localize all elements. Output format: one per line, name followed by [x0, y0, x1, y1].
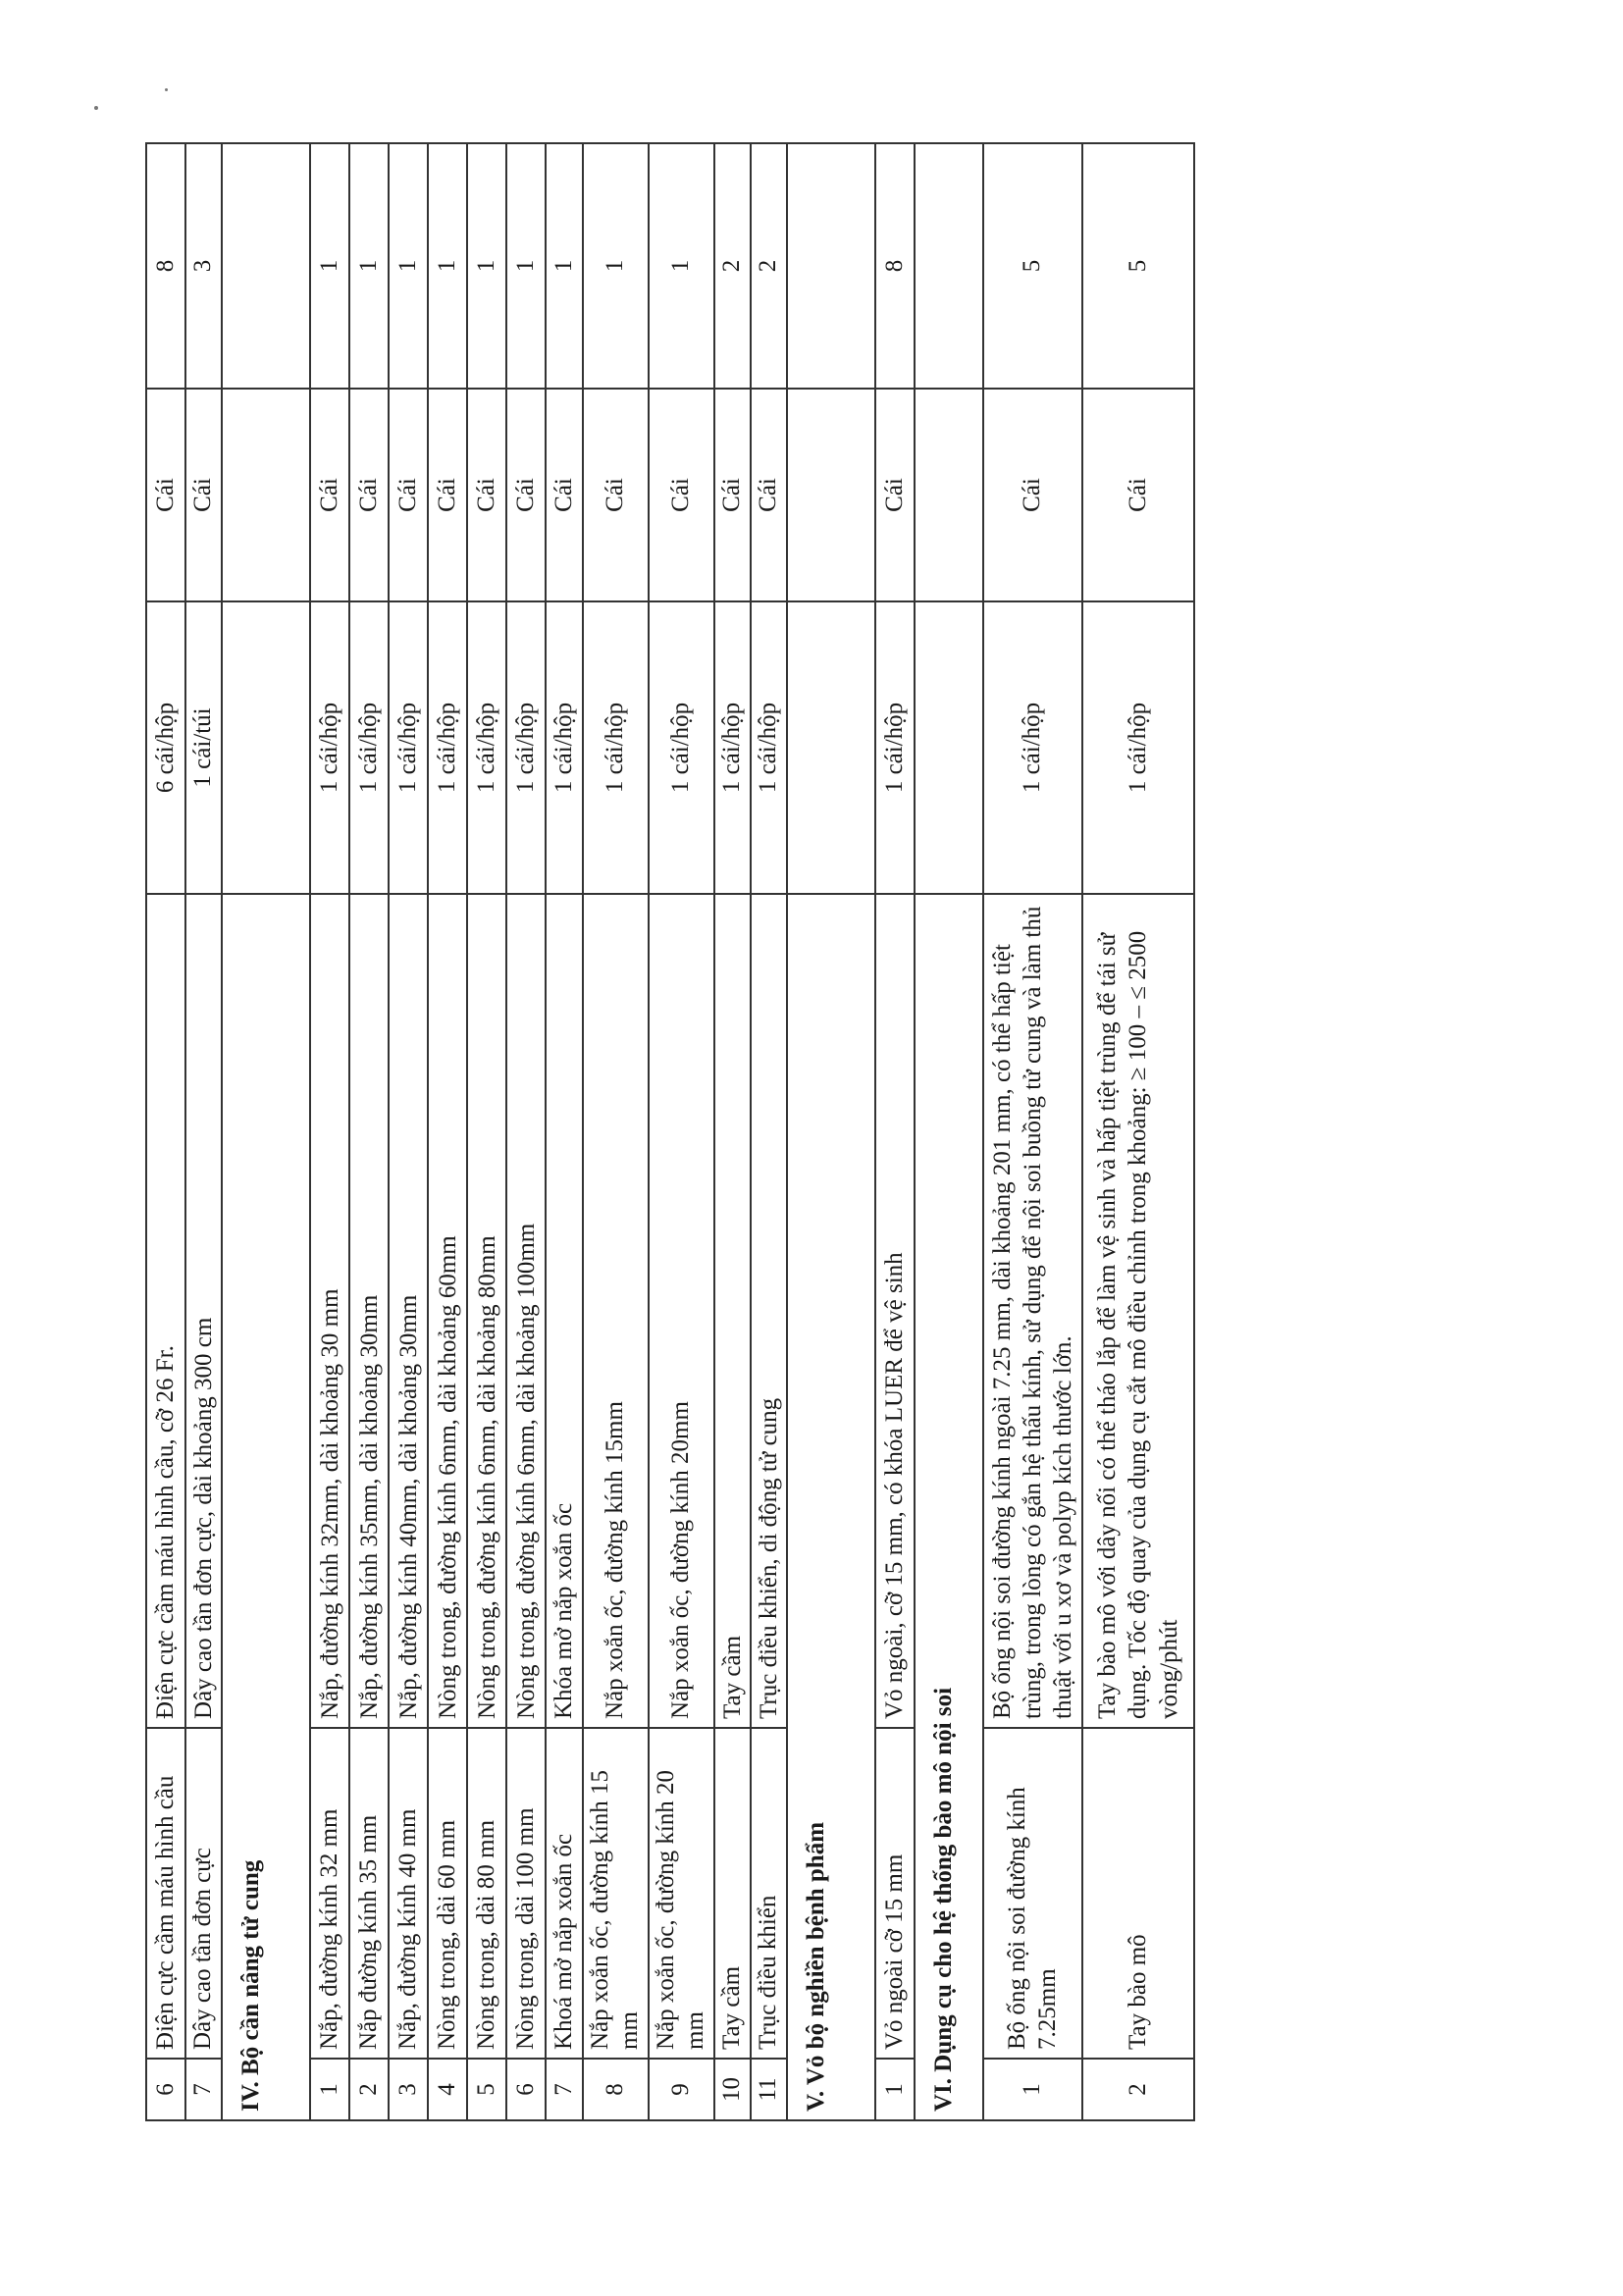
- item-name: Điện cực cầm máu hình cầu: [146, 1728, 185, 2059]
- unit: Cái: [1082, 389, 1194, 601]
- item-name: Nòng trong, dài 80 mm: [467, 1728, 506, 2059]
- quantity: 1: [310, 143, 349, 389]
- unit: Cái: [714, 389, 751, 601]
- packaging: 1 cái/hộp: [751, 601, 787, 894]
- unit: Cái: [583, 389, 649, 601]
- table-row: [649, 143, 714, 2120]
- item-name: Nắp, đường kính 32 mm: [310, 1728, 349, 2059]
- item-description: Dây cao tần đơn cực, dài khoảng 300 cm: [185, 894, 222, 1728]
- quantity: 8: [875, 143, 915, 389]
- item-name: Nắp, đường kính 40 mm: [389, 1728, 428, 2059]
- row-number: 6: [506, 2059, 546, 2120]
- quantity: 1: [546, 143, 582, 389]
- packaging: 1 cái/túi: [185, 601, 222, 894]
- unit: Cái: [349, 389, 389, 601]
- packaging: 1 cái/hộp: [428, 601, 467, 894]
- unit: Cái: [146, 389, 185, 601]
- packaging: 1 cái/hộp: [583, 601, 649, 894]
- unit: Cái: [751, 389, 787, 601]
- item-name: Nắp xoắn ốc, đường kính 20 mm: [649, 1728, 714, 2059]
- packaging: 6 cái/hộp: [146, 601, 185, 894]
- section-blank-cell: [222, 143, 310, 389]
- row-number: 2: [349, 2059, 389, 2120]
- table-row: [583, 143, 649, 2120]
- quantity: 1: [349, 143, 389, 389]
- row-number: 2: [1082, 2059, 1194, 2120]
- table-row: [751, 143, 787, 2120]
- row-number: 6: [146, 2059, 185, 2120]
- item-name: Khoá mở nắp xoắn ốc: [546, 1728, 582, 2059]
- item-description: Trục điều khiển, di động tử cung: [751, 894, 787, 1728]
- quantity: 2: [714, 143, 751, 389]
- unit: Cái: [983, 389, 1082, 601]
- section-header-row: [915, 143, 983, 2120]
- packaging: 1 cái/hộp: [506, 601, 546, 894]
- item-description: Nắp xoắn ốc, đường kính 20mm: [649, 894, 714, 1728]
- item-description: Nắp, đường kính 40mm, dài khoảng 30mm: [389, 894, 428, 1728]
- table-row: [506, 143, 546, 2120]
- row-number: 9: [649, 2059, 714, 2120]
- item-name: Tay bào mô: [1082, 1728, 1194, 2059]
- unit: Cái: [389, 389, 428, 601]
- item-description: Nắp, đường kính 32mm, dài khoảng 30 mm: [310, 894, 349, 1728]
- item-description: Nắp xoắn ốc, đường kính 15mm: [583, 894, 649, 1728]
- item-description: Nòng trong, đường kính 6mm, dài khoảng 80mm: [467, 894, 506, 1728]
- row-number: 1: [310, 2059, 349, 2120]
- row-number: 1: [875, 2059, 915, 2120]
- table-row: [875, 143, 915, 2120]
- item-name: Dây cao tần đơn cực: [185, 1728, 222, 2059]
- item-description: Nắp, đường kính 35mm, dài khoảng 30mm: [349, 894, 389, 1728]
- quantity: 8: [146, 143, 185, 389]
- row-number: 7: [546, 2059, 582, 2120]
- item-name: Nòng trong, dài 100 mm: [506, 1728, 546, 2059]
- section-blank-cell: [787, 389, 875, 601]
- row-number: 4: [428, 2059, 467, 2120]
- quantity: 1: [467, 143, 506, 389]
- section-blank-cell: [787, 143, 875, 389]
- item-name: Nắp xoắn ốc, đường kính 15 mm: [583, 1728, 649, 2059]
- row-number: 11: [751, 2059, 787, 2120]
- unit: Cái: [506, 389, 546, 601]
- section-blank-cell: [787, 601, 875, 894]
- table-row: [310, 143, 349, 2120]
- unit: Cái: [875, 389, 915, 601]
- quantity: 5: [1082, 143, 1194, 389]
- quantity: 5: [983, 143, 1082, 389]
- table-body: [146, 143, 1194, 2120]
- table-row: [146, 143, 185, 2120]
- table-row: [349, 143, 389, 2120]
- row-number: 3: [389, 2059, 428, 2120]
- packaging: 1 cái/hộp: [875, 601, 915, 894]
- unit: Cái: [310, 389, 349, 601]
- unit: Cái: [467, 389, 506, 601]
- section-blank-cell: [915, 601, 983, 894]
- row-number: 5: [467, 2059, 506, 2120]
- section-title: VI. Dụng cụ cho hệ thống bào mô nội soi: [915, 894, 983, 2120]
- table-row: [1082, 143, 1194, 2120]
- item-name: Nòng trong, dài 60 mm: [428, 1728, 467, 2059]
- unit: Cái: [428, 389, 467, 601]
- row-number: 7: [185, 2059, 222, 2120]
- quantity: 1: [389, 143, 428, 389]
- unit: Cái: [185, 389, 222, 601]
- row-number: 10: [714, 2059, 751, 2120]
- packaging: 1 cái/hộp: [714, 601, 751, 894]
- item-description: Khóa mở nắp xoắn ốc: [546, 894, 582, 1728]
- item-description: Nòng trong, đường kính 6mm, dài khoảng 60mm: [428, 894, 467, 1728]
- section-blank-cell: [915, 143, 983, 389]
- item-name: Nắp đường kính 35 mm: [349, 1728, 389, 2059]
- section-title: IV. Bộ cần nâng tử cung: [222, 894, 310, 2120]
- packaging: 1 cái/hộp: [467, 601, 506, 894]
- packaging: 1 cái/hộp: [1082, 601, 1194, 894]
- section-title: V. Vỏ bộ nghiền bệnh phẩm: [787, 894, 875, 2120]
- row-number: 8: [583, 2059, 649, 2120]
- item-description: Tay cầm: [714, 894, 751, 1728]
- equipment-table: [145, 142, 1195, 2121]
- packaging: 1 cái/hộp: [983, 601, 1082, 894]
- table-row: [185, 143, 222, 2120]
- packaging: 1 cái/hộp: [649, 601, 714, 894]
- table-row: [714, 143, 751, 2120]
- unit: Cái: [546, 389, 582, 601]
- item-name: Vỏ ngoài cỡ 15 mm: [875, 1728, 915, 2059]
- quantity: 1: [428, 143, 467, 389]
- packaging: 1 cái/hộp: [310, 601, 349, 894]
- section-header-row: [222, 143, 310, 2120]
- row-number: 1: [983, 2059, 1082, 2120]
- table-row: [467, 143, 506, 2120]
- quantity: 1: [649, 143, 714, 389]
- unit: Cái: [649, 389, 714, 601]
- item-description: Vỏ ngoài, cỡ 15 mm, có khóa LUER để vệ sinh: [875, 894, 915, 1728]
- section-header-row: [787, 143, 875, 2120]
- quantity: 1: [506, 143, 546, 389]
- section-blank-cell: [222, 389, 310, 601]
- table-row: [428, 143, 467, 2120]
- table-row: [546, 143, 582, 2120]
- item-name: Bộ ống nội soi đường kính 7.25mm: [983, 1728, 1082, 2059]
- item-description: Tay bào mô với dây nối có thể tháo lắp để làm vệ sinh và hấp tiệt trùng để tái sử dụng. Tốc độ quay của dụng cụ cắt mô điều chỉnh trong khoảng: ≥ 100 – ≤ 2500 vòng/phút: [1082, 894, 1194, 1728]
- item-description: Điện cực cầm máu hình cầu, cỡ 26 Fr.: [146, 894, 185, 1728]
- table-row: [983, 143, 1082, 2120]
- item-description: Nòng trong, đường kính 6mm, dài khoảng 100mm: [506, 894, 546, 1728]
- packaging: 1 cái/hộp: [546, 601, 582, 894]
- item-description: Bộ ống nội soi đường kính ngoài 7.25 mm, dài khoảng 201 mm, có thể hấp tiệt trùng, trong lòng có gắn hệ thấu kính, sử dụng để nội soi buồng tử cung và làm thủ thuật với u xơ và polyp kích thước lớn.: [983, 894, 1082, 1728]
- section-blank-cell: [915, 389, 983, 601]
- item-name: Tay cầm: [714, 1728, 751, 2059]
- packaging: 1 cái/hộp: [389, 601, 428, 894]
- packaging: 1 cái/hộp: [349, 601, 389, 894]
- quantity: 2: [751, 143, 787, 389]
- item-name: Trục điều khiển: [751, 1728, 787, 2059]
- section-blank-cell: [222, 601, 310, 894]
- quantity: 3: [185, 143, 222, 389]
- table-row: [389, 143, 428, 2120]
- quantity: 1: [583, 143, 649, 389]
